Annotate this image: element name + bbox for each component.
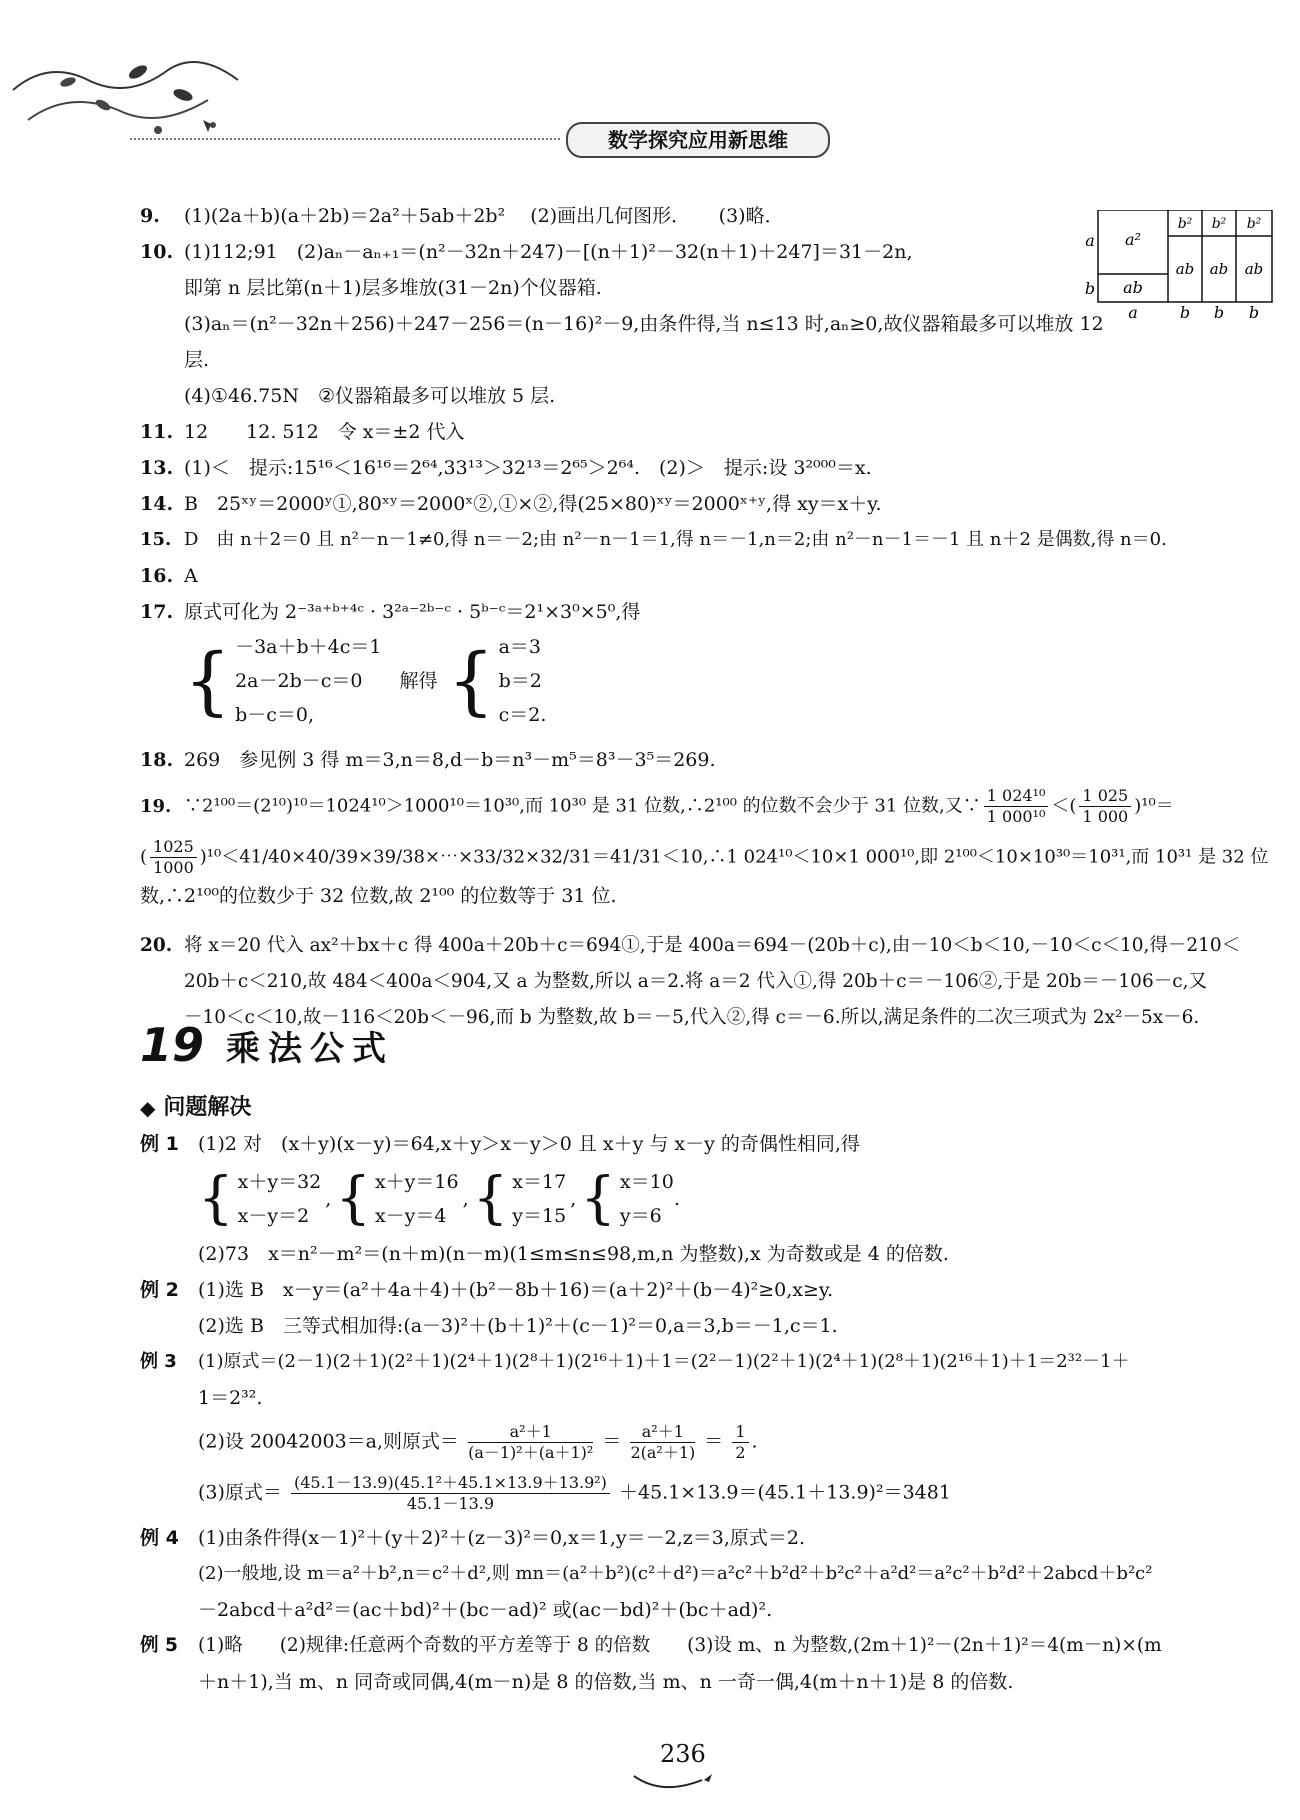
system-equations — [235, 630, 381, 732]
example-label: 例 1 — [140, 1133, 179, 1155]
answer-text: (1)(2a＋b)(a＋2b)＝2a²＋5ab＋2b² (2)画出几何图形． (3)略． — [184, 205, 784, 227]
question-number: 10. — [140, 241, 174, 263]
example-text: (2)选 B 三等式相加得:(a－3)²＋(b＋1)²＋(c－1)²＝0,a＝3,b＝－1,c＝1. — [198, 1315, 838, 1337]
equation-system: { x＝10 y＝6 — [580, 1162, 674, 1236]
example-line — [140, 1628, 1260, 1664]
answer-text: 将 x＝20 代入 ax²＋bx＋c 得 400a＋20b＋c＝694①,于是 400a＝694－(20b＋c),由－10＜b＜10,－10＜c＜10,得－210＜ — [184, 935, 1241, 956]
answer-text: A — [184, 565, 198, 587]
equation-system: { x＝17 y＝15 — [473, 1162, 567, 1236]
example-text: (1)略 (2)规律:任意两个奇数的平方差等于 8 的倍数 (3)设 m、n 为整数,(2m＋1)²－(2n＋1)²＝4(m－n)×(m — [198, 1635, 1162, 1656]
question-number: 13. — [140, 457, 174, 479]
equation-system: { x＋y＝32 x－y＝2 — [198, 1162, 321, 1236]
subsection-title: ◆ 问题解决 — [140, 1090, 1260, 1126]
diagram-label: ab — [1244, 260, 1264, 278]
example-text: (1)由条件得(x－1)²＋(y＋2)²＋(z－3)²＝0,x＝1,y＝－2,z＝3,原式＝2. — [198, 1527, 806, 1549]
example-line — [140, 1126, 1260, 1162]
question-number: 19. — [140, 795, 172, 817]
equation: 2a－2b－c＝0 — [235, 670, 363, 692]
example-line — [140, 1308, 1260, 1344]
example-text: (2)一般地,设 m＝a²＋b²,n＝c²＋d²,则 mn＝(a²＋b²)(c²＋d²)＝a²c²＋b²d²＋b²c²＋a²d²＝a²c²＋b²d²＋2abcd＋b²c² — [198, 1563, 1153, 1584]
answer-line — [140, 928, 1255, 964]
answer-text: )¹⁰＜41/40×40/39×39/38×⋯×33/32×32/31＝41/31＜10,∴1 024¹⁰＜10×1 000¹⁰,即 2¹⁰⁰＜10×10³⁰＝10³¹,而 10³¹ 是 32 位 — [199, 846, 1269, 868]
answer-line — [140, 306, 1104, 378]
answer-text: D 由 n＋2＝0 且 n²－n－1≠0,得 n＝－2;由 n²－n－1＝1,得 n＝－1,n＝2;由 n²－n－1＝－1 且 n＋2 是偶数,得 n＝0. — [184, 529, 1167, 550]
example-text: ＋n＋1),当 m、n 同奇或同偶,4(m－n)是 8 的倍数,当 m、n 一奇一偶,4(m＋n＋1)是 8 的倍数. — [198, 1671, 1014, 1693]
left-brace-icon: { — [198, 1166, 234, 1231]
answer-line — [140, 234, 1255, 270]
example-line — [140, 1556, 1260, 1592]
example-line — [140, 1236, 1260, 1272]
example-text: (1)原式＝(2－1)(2＋1)(2²＋1)(2⁴＋1)(2⁸＋1)(2¹⁶＋1)＋1＝(2²－1)(2²＋1)(2⁴＋1)(2⁸＋1)(2¹⁶＋1)＋1＝2³²－1＋ — [198, 1351, 1130, 1372]
example-line — [140, 1272, 1260, 1308]
answer-text: (1)＜ 提示:15¹⁶＜16¹⁶＝2⁶⁴,33¹³＞32¹³＝2⁶⁵＞2⁶⁴. (2)＞ 提示:设 3²⁰⁰⁰＝x. — [184, 457, 872, 479]
example-line — [140, 1664, 1260, 1700]
answer-text: 即第 n 层比第(n＋1)层多堆放(31－2n)个仪器箱. — [184, 277, 602, 299]
answer-text: B 25ˣʸ＝2000ʸ①,80ˣʸ＝2000ˣ②,①×②,得(25×80)ˣʸ＝2000ˣ⁺ʸ,得 xy＝x＋y. — [184, 493, 882, 515]
left-brace-icon: { — [580, 1166, 616, 1231]
equation: b－c＝0, — [235, 704, 315, 726]
left-brace-icon: { — [184, 638, 232, 724]
solve-label: 解得 — [399, 670, 438, 692]
example-text: (1)2 对 (x＋y)(x－y)＝64,x＋y＞x－y＞0 且 x＋y 与 x－y 的奇偶性相同,得 — [198, 1133, 860, 1155]
page-number: 236 — [660, 1740, 706, 1768]
answer-text: (3)aₙ＝(n²－32n＋256)＋247－256＝(n－16)²－9,由条件得,当 n≤13 时,aₙ≥0,故仪器箱最多可以堆放 12 层. — [184, 313, 1104, 371]
equation: c＝2. — [498, 704, 547, 726]
fraction: $\frac{\text{a²＋1}}{\text{(a－1)²＋(a＋1)²}}$ — [468, 1422, 594, 1462]
answer-text: 12 12. 512 令 x＝±2 代入 — [184, 421, 465, 443]
diagram-label: a² — [1125, 230, 1141, 249]
example-line: (2)设 20042003＝a,则原式＝ $\frac{\text{a²＋1}}{\text{(a－1)²＋(a＋1)²}}$ ＝ $\frac{\text{a²＋1}}{\text{2(a²＋1)}}$ ＝ $\frac{1}{2}$ . — [198, 1422, 758, 1462]
example-label: 例 5 — [140, 1635, 178, 1656]
example-line — [140, 1520, 1260, 1556]
example-label: 例 2 — [140, 1279, 179, 1301]
answer-line — [140, 378, 1255, 414]
example-label: 例 3 — [140, 1351, 177, 1372]
answer-line — [140, 450, 1255, 486]
answer-line — [140, 270, 1255, 306]
example-line — [140, 1380, 1260, 1416]
left-brace-icon: { — [472, 1166, 509, 1231]
question-number: 11. — [140, 421, 174, 443]
answer-line — [140, 594, 1255, 630]
example-systems: { x＋y＝32 x－y＝2 , { x＋y＝16 x－y＝4 , { x＝17 y＝15 , { x＝10 y＝6 . — [198, 1162, 1260, 1236]
diagram-bottom-label: a — [1128, 303, 1138, 320]
equation-system — [184, 630, 546, 732]
fraction: $\frac{\text{1 024¹⁰}}{\text{1 000¹⁰}}$ — [984, 786, 1049, 827]
answer-text: 20b＋c＜210,故 484＜400a＜904,又 a 为整数,所以 a＝2.将 a＝2 代入①,得 20b＋c＝－106②,于是 20b＝－106－c,又 — [184, 971, 1207, 992]
question-number: 16. — [140, 565, 174, 587]
answer-line — [140, 964, 1255, 1000]
fraction: $\frac{1 025}{1 000}$ — [1079, 786, 1131, 827]
answer-line: ( $\frac{1025}{1000}$ )¹⁰＜41/40×40/39×39/38×⋯×33/32×32/31＝41/31＜10,∴1 024¹⁰＜10×1 000¹⁰,即 2¹⁰⁰＜10×10³⁰＝10³¹,而 10³¹ 是 32 位 — [140, 837, 1269, 877]
answer-text: 269 参见例 3 得 m＝3,n＝8,d－b＝n³－m⁵＝8³－3⁵＝269. — [184, 749, 716, 771]
diagram-label: b² — [1211, 216, 1227, 232]
answer-line — [140, 414, 1255, 450]
diagram-side-label: a — [1085, 231, 1095, 250]
diagram-label: b² — [1177, 216, 1193, 232]
answer-line — [140, 198, 1255, 234]
example-label: 例 4 — [140, 1527, 179, 1549]
section-number: 19 — [140, 1018, 205, 1072]
equation-system: { x＋y＝16 x－y＝4 — [335, 1162, 458, 1236]
diagram-bottom-label: b — [1248, 303, 1260, 320]
system-solutions — [499, 630, 547, 732]
answer-line — [140, 486, 1255, 522]
example-line — [140, 1592, 1260, 1628]
answer-text: (4)①46.75N ②仪器箱最多可以堆放 5 层. — [184, 385, 556, 407]
equation: a＝3 — [498, 636, 542, 658]
fraction: $\frac{1025}{1000}$ — [150, 837, 197, 878]
fraction: $\frac{\text{a²＋1}}{\text{2(a²＋1)}}$ — [630, 1422, 696, 1462]
section-heading — [140, 1018, 394, 1072]
answer-line — [140, 878, 1255, 914]
equation: b＝2 — [498, 670, 542, 692]
floral-ornament-icon — [8, 50, 258, 170]
diagram-label: ab — [1123, 278, 1143, 297]
fraction: $\frac{1}{2}$ — [732, 1422, 748, 1463]
example-text: 1＝2³². — [198, 1387, 263, 1409]
example-text: (2)73 x＝n²－m²＝(n＋m)(n－m)(1≤m≤n≤98,m,n 为整数),x 为奇数或是 4 的倍数. — [198, 1243, 949, 1265]
question-number: 9. — [140, 205, 160, 227]
question-number: 18. — [140, 749, 174, 771]
fraction: $\frac{\text{(45.1－13.9)(45.1²＋45.1×13.9＋13.9²)}}{45.1-13.9}$ — [291, 1473, 610, 1514]
answer-line — [140, 558, 1255, 594]
answer-text: 数,∴2¹⁰⁰的位数少于 32 位数,故 2¹⁰⁰ 的位数等于 31 位. — [140, 885, 617, 907]
diagram-bottom-label: b — [1213, 303, 1225, 320]
question-number: 15. — [140, 529, 172, 550]
diagram-side-label: b — [1084, 279, 1096, 298]
answers-section — [140, 198, 1269, 1036]
question-number: 20. — [140, 935, 173, 956]
answer-text: －10＜c＜10,故－116＜20b＜－96,而 b 为整数,故 b＝－5,代入②,得 c＝－6.所以,满足条件的二次三项式为 2x²－5x－6. — [184, 1007, 1200, 1028]
example-text: －2abcd＋a²d²＝(ac＋bd)²＋(bc－ad)² 或(ac－bd)²＋(bc＋ad)². — [198, 1599, 773, 1621]
diagram-bottom-label: b — [1179, 303, 1191, 320]
header-title: 数学探究应用新思维 — [566, 122, 830, 158]
example-line — [140, 1344, 1260, 1380]
answer-text: 原式可化为 2⁻³ᵃ⁺ᵇ⁺⁴ᶜ · 3²ᵃ⁻²ᵇ⁻ᶜ · 5ᵇ⁻ᶜ＝2¹×3⁰×5⁰,得 — [184, 601, 641, 623]
diagram-label: ab — [1209, 260, 1229, 278]
answer-line: 19. ∵2¹⁰⁰＝(2¹⁰)¹⁰＝1024¹⁰＞1000¹⁰＝10³⁰,而 10³⁰ 是 31 位数,∴2¹⁰⁰ 的位数不会少于 31 位数,又∵ $\frac{\text{1 024¹⁰}}{\text{1 000¹⁰}}$ ＜( $\frac{1 025}{1 000}$ )¹⁰＝ — [140, 786, 1174, 826]
equation: －3a＋b＋4c＝1 — [235, 636, 382, 658]
left-brace-icon: { — [335, 1166, 371, 1231]
question-number: 14. — [140, 493, 174, 515]
diagram-label: b² — [1246, 216, 1262, 232]
diamond-bullet-icon: ◆ — [140, 1096, 156, 1120]
diagram-label: ab — [1175, 260, 1195, 278]
page-swoosh-icon — [632, 1770, 722, 1794]
examples-section — [140, 1090, 1260, 1700]
question-number: 17. — [140, 601, 174, 623]
example-text: (1)选 B x－y＝(a²＋4a＋4)＋(b²－8b＋16)＝(a＋2)²＋(b－4)²≥0,x≥y. — [198, 1279, 834, 1301]
example-line: (3)原式＝ $\frac{\text{(45.1－13.9)(45.1²＋45.1×13.9＋13.9²)}}{45.1-13.9}$ ＋45.1×13.9＝(45.1＋13.9)²＝3481 — [198, 1473, 951, 1513]
section-title: 乘法公式 — [226, 1028, 395, 1069]
answer-line — [140, 522, 1255, 558]
answer-text: ∵2¹⁰⁰＝(2¹⁰)¹⁰＝1024¹⁰＞1000¹⁰＝10³⁰,而 10³⁰ 是 31 位数,∴2¹⁰⁰ 的位数不会少于 31 位数,又∵ — [184, 795, 981, 817]
header-divider — [130, 138, 560, 140]
answer-text: (1)112;91 (2)aₙ－aₙ₊₁＝(n²－32n＋247)－[(n＋1)²－32(n＋1)＋247]＝31－2n, — [184, 241, 913, 263]
answer-line — [140, 742, 1255, 778]
left-brace-icon: { — [447, 638, 495, 724]
